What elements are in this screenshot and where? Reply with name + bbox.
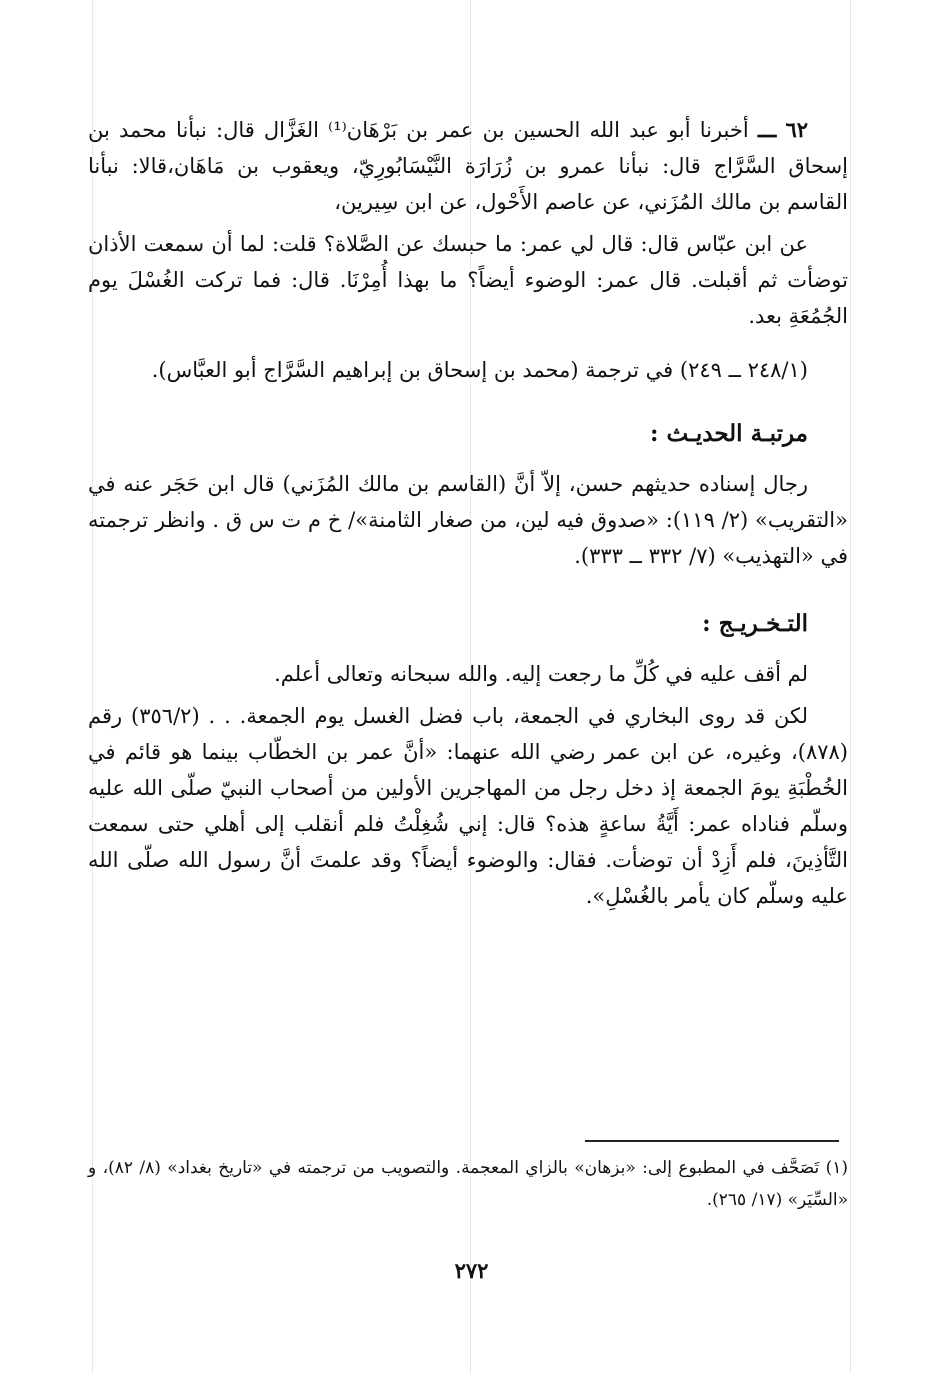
takhrij-heading: التـخـريـج : bbox=[702, 610, 808, 637]
hadith-matn: عن ابن عبّاس قال: قال لي عمر: ما حبسك عن الصَّلاة؟ قلت: لما أن سمعت الأذان توضأت ثم أقبلت. قال عمر: الوضوء أيضاً؟ ما بهذا أُمِرْنَا. قال: فما تركت الغُسْلَ يوم الجُمُعَةِ بعد. bbox=[88, 232, 848, 328]
hadith-isnad bbox=[88, 112, 848, 220]
hadith-number: ٦٢ bbox=[785, 117, 808, 142]
main-text bbox=[88, 112, 848, 920]
footnote: (١) تَصَحَّف في المطبوع إلى: «بزهان» بالزاي المعجمة. والتصويب من ترجمته في «تاريخ بغداد» (٨/ ٨٢)، و «السِّيَر» (١٧/ ٢٦٥). bbox=[88, 1158, 848, 1210]
scan-guide-line bbox=[850, 0, 851, 1373]
hadith-dash: ـــ bbox=[757, 117, 777, 142]
takhrij-line2: لكن قد روى البخاري في الجمعة، باب فضل الغسل يوم الجمعة. . . (٣٥٦/٢) رقم (٨٧٨)، وغيره، عن ابن عمر رضي الله عنهما: «أنَّ عمر بن الخطّاب بينما هو قائم في الخُطْبَةِ يومَ الجمعة إذ دخل رجل من المهاجرين الأولين من أصحاب النبيّ صلّى الله عليه وسلّم فناداه عمر: أَيَّةُ ساعةٍ هذه؟ قال: إني شُغِلْتُ فلم أنقلب إلى أهلي حتى سمعت التَّأذِينَ، فلم أَزِدْ أن توضأت. فقال: والوضوء أيضاً؟ وقد علمتَ أنَّ رسول الله صلّى الله عليه وسلّم كان يأمر بالغُسْلِ». bbox=[88, 704, 848, 908]
hadith-isnad-text: أخبرنا أبو عبد الله الحسين بن عمر بن بَرْهَان⁽¹⁾ الغَزَّال قال: نبأنا محمد بن إسحاق السَّرَّاج قال: نبأنا عمرو بن زُرَارَة النَّيْسَابُورِيّ، ويعقوب بن مَاهَان،قالا: نبأنا القاسم بن مالك المُزَني، عن عاصم الأَحْول، عن ابن سِيرين، bbox=[88, 118, 848, 214]
page-number: ٢٧٢ bbox=[454, 1258, 489, 1283]
hadith-source: (٢٤٨/١ ــ ٢٤٩) في ترجمة (محمد بن إسحاق بن إبراهيم السَّرَّاج أبو العبَّاس). bbox=[151, 358, 808, 382]
footnote-separator bbox=[585, 1140, 839, 1142]
grading-text: رجال إسناده حديثهم حسن، إلاّ أنَّ (القاسم بن مالك المُزَني) قال ابن حَجَر عنه في «التقريب» (٢/ ١١٩): «صدوق فيه لين، من صغار الثامنة»/ خ م ت س ق . وانظر ترجمته في «التهذيب» (٧/ ٣٣٢ ــ ٣٣٣). bbox=[88, 472, 848, 568]
takhrij-line1: لم أقف عليه في كُلِّ ما رجعت إليه. والله سبحانه وتعالى أعلم. bbox=[274, 662, 808, 686]
grading-heading: مرتبـة الحديـث : bbox=[650, 420, 808, 447]
